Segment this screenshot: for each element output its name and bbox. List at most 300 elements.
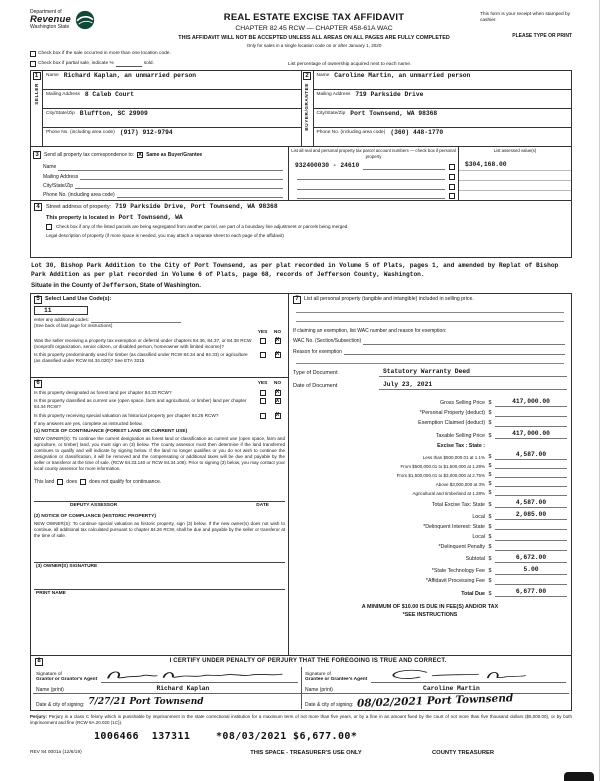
blank-line [296, 313, 564, 322]
treasurer-space-label: THIS SPACE - TREASURER'S USE ONLY [250, 749, 362, 756]
partial-sale-blank [116, 66, 142, 67]
assessed-value-column [459, 147, 571, 200]
question-text: Is this property predominantly used for timber (as classified under RCW 84.34 and 84.33) or agriculture (as classified under RCW 84.34.020)? See ETA 3215 [34, 352, 248, 364]
correspondence-header [33, 148, 286, 162]
buyer-side-strip [302, 71, 314, 146]
signature-section [31, 656, 571, 710]
tax-line-value [495, 489, 567, 496]
tax-line-label: Agricultural and timberland at 1.28% [412, 490, 485, 496]
correspondence-phone-label: Phone No. (including area code) [43, 192, 115, 199]
form-chapter: CHAPTER 82.45 RCW — CHAPTER 458-61A WAC [235, 24, 393, 32]
seller-fields [43, 71, 301, 146]
assessed-value-header: List assessed value(s) [493, 148, 537, 154]
multi-location-label: Check box if the sale occurred in more than one location code. [38, 51, 171, 57]
personal-property-header [293, 296, 567, 304]
seller-csz-value: Bluffton, SC 29909 [79, 110, 148, 118]
print-name-label: PRINT NAME [36, 590, 66, 596]
located-in-row [34, 214, 568, 222]
question-text: Is this property designated as forest land per chapter 84.33 RCW? [34, 390, 172, 396]
tax-line-label: *State Technology Fee [431, 568, 485, 575]
seller-csz-row [43, 109, 301, 128]
receipt-note-block [480, 10, 572, 39]
tax-line-delinquent-penalty [293, 544, 567, 551]
segregated-checkbox [46, 224, 52, 230]
date-of-document-value: July 23, 2021 [379, 381, 567, 390]
land-does-not-checkbox [80, 479, 86, 485]
dollar-sign: $ [488, 513, 492, 520]
parcel-row [289, 191, 458, 201]
tax-line-delinquent-interest-local [293, 534, 567, 541]
section-3-tax-correspondence [31, 147, 571, 201]
legal-description-label: Legal description of property (if more space is needed, you may attach a separate sheet to each page of the affidavit) [46, 232, 284, 238]
blank-field [58, 165, 283, 171]
buyer-csz-row [314, 109, 572, 128]
grantor-signature-label [36, 672, 97, 684]
correspondence-mailing-label: Mailing Address [43, 173, 79, 180]
dollar-sign: $ [488, 556, 492, 563]
tax-line-label: *Affidavit Processing Fee [425, 578, 485, 585]
notice-2-title: (2) NOTICE OF COMPLIANCE (HISTORIC PROPERTY) [34, 514, 156, 519]
correspondence-phone-row [33, 190, 286, 199]
form-header [30, 10, 572, 48]
tax-line-label: Taxable Selling Price [435, 432, 485, 439]
s5-q1-no-checkbox [275, 338, 281, 344]
blank-field [75, 183, 283, 189]
certify-statement: I CERTIFY UNDER PENALTY OF PERJURY THAT THE FOREGOING IS TRUE AND CORRECT. [169, 658, 447, 665]
same-as-buyer-checkbox [137, 152, 143, 158]
assessed-value-row [459, 181, 571, 191]
logo-revenue-line: Revenue [30, 14, 72, 26]
grantee-signature-cell [301, 667, 569, 684]
question-row-s6-3 [34, 413, 285, 419]
partial-sale-checkbox [30, 61, 36, 67]
s6-q3-no-checkbox [275, 413, 281, 419]
tax-line-tier-1 [293, 451, 567, 460]
tax-line-label: Above $3,000,000 at 3% [435, 481, 485, 487]
street-address-label: Street address of property: [46, 204, 112, 211]
buyer-name-label: Name [316, 73, 330, 79]
tax-line-tier-5 [293, 489, 567, 496]
grantor-name-cell [33, 684, 301, 694]
receipt-note: This form is your receipt when stamped by cashier. [480, 12, 571, 23]
dollar-sign: $ [488, 480, 492, 487]
county-treasurer-label: COUNTY TREASURER [432, 749, 495, 756]
assessed-value-row [459, 171, 571, 181]
seller-mailing-value: 8 Caleb Court [84, 91, 134, 99]
date-of-document-row [293, 381, 567, 390]
dor-seal-icon [75, 10, 95, 30]
buyer-name-value: Caroline Martin, an unmarried person [334, 72, 471, 80]
parcel-number-value: 932400030 - 24610 [295, 162, 360, 170]
land-use-code-box [34, 306, 88, 315]
continuance-does: does [66, 478, 78, 485]
dollar-sign: $ [488, 568, 492, 575]
grantor-signature [101, 668, 298, 683]
section-2-number: 2 [303, 72, 311, 80]
tax-line-value: 2,085.00 [495, 511, 567, 520]
s5-q2-yes-checkbox [260, 352, 266, 358]
tax-line-value [495, 578, 567, 585]
blank-field [297, 193, 445, 199]
date-city-row [33, 694, 569, 709]
street-address-row [34, 203, 568, 211]
logo-state-line: Washington State [30, 24, 70, 31]
date-city-label: Date & city of signing: [305, 701, 354, 708]
s6-q3-yes-checkbox [260, 413, 266, 419]
parcel-header: List all real and personal property tax parcel account numbers — check box if personal property [291, 148, 456, 159]
tax-line-label: Local [472, 513, 485, 520]
tax-line-value: 5.00 [495, 566, 567, 575]
minimum-fee-note [293, 604, 567, 619]
tax-line-local [293, 511, 567, 520]
situate-line [31, 282, 571, 290]
tax-line-exemption-claimed [293, 420, 567, 427]
buyer-phone-label: Phone No. (including area code) [316, 130, 386, 136]
blank-field [363, 164, 445, 170]
multi-location-check-row [30, 51, 180, 57]
dollar-sign: $ [488, 400, 492, 407]
situate-pre: Situate in the County of [31, 282, 101, 290]
dollar-sign: $ [488, 590, 492, 597]
buyer-phone-row [314, 128, 572, 146]
tax-line-label: Less than $500,000.01 at 1.1% [422, 454, 485, 460]
grantee-agent-label: Grantee or Grantee's Agent [305, 677, 368, 683]
type-of-document-value: Statutory Warranty Deed [379, 368, 567, 377]
buyer-box [301, 71, 572, 146]
s6-q1-no-checkbox [275, 390, 281, 396]
yes-column-label: YES [257, 381, 268, 387]
date-city-label: Date & city of signing: [36, 701, 85, 708]
owner-signature-label: (3) OWNER(S) SIGNATURE [36, 563, 98, 569]
grantee-signature-label [305, 672, 367, 684]
exemption-header: If claiming an exemption, list WAC number and reason for exemption: [293, 328, 447, 335]
deputy-assessor-row [34, 501, 285, 509]
dollar-sign: $ [488, 453, 492, 460]
dollar-sign: $ [488, 462, 492, 469]
section-6-number: 6 [34, 380, 42, 388]
lower-form-box [30, 293, 572, 711]
buyer-mailing-value: 719 Parkside Drive [355, 91, 424, 99]
correspondence-csz-row [33, 181, 286, 190]
grantor-signature-cell [33, 667, 301, 684]
tax-line-value [495, 544, 567, 551]
upper-form-box [30, 70, 572, 258]
yes-column-label: YES [257, 329, 268, 335]
seller-box [31, 71, 301, 146]
answer-checkboxes [255, 338, 285, 350]
buyer-csz-value: Port Townsend, WA 98368 [350, 110, 438, 118]
partial-sale-label: Check box if partial sale, indicate % [38, 61, 114, 67]
seller-side-strip [31, 71, 43, 146]
grantor-agent-label: Grantor or Grantor's Agent [36, 677, 98, 683]
correspondence-name-label: Name [43, 164, 57, 171]
situate-post: , State of Washington. [136, 282, 201, 290]
seller-name-label: Name [46, 73, 59, 79]
dollar-sign: $ [488, 501, 492, 508]
section-6-designations [31, 378, 288, 655]
personal-property-checkbox [449, 174, 455, 180]
tax-line-value [495, 480, 567, 487]
assessed-value-row [459, 191, 571, 200]
personal-property-checkbox [449, 164, 455, 170]
question-row-s5-2 [34, 352, 285, 364]
personal-property-label: List all personal property (tangible and intangible) included in selling price. [304, 296, 474, 303]
cashier-stamp: 1006466 137311 *08/03/2021 $6,677.00* [94, 731, 358, 743]
dor-logo [30, 10, 148, 30]
tax-line-label: Exemption Claimed (deduct) [418, 420, 485, 427]
parcel-row [289, 161, 458, 171]
grantor-date-cell [33, 694, 301, 709]
type-of-document-row [293, 368, 567, 377]
signature-row [33, 667, 569, 684]
grantee-name-cell [301, 684, 569, 694]
partial-sale-check-row [30, 61, 154, 67]
type-of-document-label: Type of Document [293, 369, 338, 376]
question-row-s5-1 [34, 338, 285, 350]
tax-line-value: 4,587.00 [495, 499, 567, 508]
minimum-fee-text: A MINIMUM OF $10.00 IS DUE IN FEE(S) AND/OR TAX [361, 604, 499, 611]
s5-q2-no-checkbox [275, 352, 281, 358]
parties-row [31, 71, 571, 147]
land-use-title: Select Land Use Code(s): [45, 296, 112, 303]
seller-mailing-row [43, 90, 301, 109]
dollar-sign: $ [488, 489, 492, 496]
blank-line [296, 355, 564, 364]
correspondence-column [31, 147, 289, 200]
section-7-number: 7 [293, 296, 301, 304]
dollar-sign: $ [488, 432, 492, 439]
tax-line-value: 6,672.00 [495, 554, 567, 563]
same-as-buyer-label: Same as Buyer/Grantee [146, 152, 203, 159]
tax-line-tier-4 [293, 480, 567, 487]
land-use-code-value: 11 [44, 306, 52, 314]
segregated-note: Check box if any of the listed parcels are being segregated from another parcel, are part of a boundary line adjustment or parcels being merged. [56, 224, 349, 230]
grantor-date-city-value: 7/27/21 Port Townsend [88, 696, 204, 707]
notice-1-title: (1) NOTICE OF CONTINUANCE (FOREST LAND OR CURRENT USE) [34, 429, 188, 435]
buyer-phone-value: (360) 448-1770 [390, 129, 444, 137]
blank-line [296, 304, 564, 313]
dollar-sign: $ [488, 410, 492, 417]
buyer-name-row [314, 71, 572, 90]
tax-line-technology-fee [293, 566, 567, 575]
type-or-print-note: PLEASE TYPE OR PRINT [512, 32, 572, 39]
buyer-fields [314, 71, 572, 146]
tax-line-value: 417,000.00 [495, 398, 567, 407]
tax-line-label: Total Due [461, 590, 485, 597]
yes-no-header-s5 [34, 330, 285, 336]
section-4-number: 4 [34, 203, 42, 211]
title-block [148, 10, 480, 48]
correspondence-csz-label: City/State/Zip [43, 182, 74, 189]
answer-checkboxes [255, 352, 285, 364]
answer-checkboxes [255, 413, 285, 419]
tax-line-delinquent-interest-state [293, 523, 567, 530]
tax-line-personal-property [293, 410, 567, 417]
street-address-value: 719 Parkside Drive, Port Townsend, WA 98368 [115, 203, 278, 211]
s5-q1-yes-checkbox [260, 338, 266, 344]
answer-checkboxes [255, 398, 285, 410]
land-use-header [34, 296, 285, 304]
perjury-text: Perjury is a class C felony which is punishable by imprisonment in the state correctional institution for a maximum term of not more than five years, or by a fine in an amount fixed by the court of not more than five thousand dollars ($5,000.00), or by both imprisonment and fine (RCW 9A.20.020 (1C)). [30, 714, 572, 726]
tax-line-subtotal [293, 554, 567, 563]
parcel-row [289, 171, 458, 181]
section-6-header [34, 380, 285, 388]
buyer-mailing-label: Mailing Address [316, 92, 351, 98]
tax-line-label: From $500,000.01 to $1,500,000 at 1.28% [400, 463, 485, 469]
columns-area [31, 294, 571, 656]
answer-checkboxes [255, 390, 285, 396]
tax-line-label: From $1,500,000.01 to $3,000,000 at 2.75% [396, 472, 485, 478]
ownership-note: List percentage of ownership acquired next to each name. [288, 62, 412, 68]
tax-line-value [495, 534, 567, 541]
form-revision-number: REV 84 0001a (12/6/19) [30, 750, 82, 756]
if-yes-note: If any answers are yes, complete as instructed below. [34, 420, 143, 426]
grantee-date-city-value: 08/02/2021 Port Townsend [357, 692, 514, 710]
tax-line-total-due [293, 588, 567, 597]
correspondence-name-row [33, 162, 286, 171]
tax-line-label: Excise Tax : State : [437, 442, 485, 449]
tax-line-value [495, 471, 567, 478]
dollar-sign: $ [488, 578, 492, 585]
question-text: Is this property receiving special valuation as historical property per chapter 84.26 RCW? [34, 412, 219, 418]
buyer-side-label: BUYER/GRANTEE [304, 83, 310, 131]
tax-line-label: *Delinquent Penalty [438, 544, 485, 551]
name-print-label: Name (print) [305, 686, 333, 693]
send-correspondence-label: Send all property tax correspondence to: [44, 152, 135, 159]
section-5-number: 5 [34, 296, 42, 304]
section-1-number: 1 [33, 72, 41, 80]
owner-signature-line [34, 552, 285, 563]
signature-of-label: Signature of [36, 671, 62, 677]
date-label: DATE [256, 503, 269, 509]
tax-line-value [495, 420, 567, 427]
additional-codes-label: enter any additional codes: [34, 317, 89, 323]
buyer-mailing-row [314, 90, 572, 109]
grantee-date-cell [301, 694, 569, 709]
segregated-row [34, 224, 568, 230]
date-of-document-label: Date of Document [293, 382, 338, 389]
s6-q2-no-checkbox [275, 398, 281, 404]
seller-phone-row [43, 128, 301, 146]
multi-location-checkbox [30, 51, 36, 57]
scan-corner-artifact [564, 772, 594, 781]
no-column-label: NO [273, 381, 282, 387]
situate-county: Jefferson [102, 282, 137, 290]
assessed-value: $304,168.00 [465, 161, 507, 169]
tax-line-value [495, 523, 567, 530]
tax-line-value [495, 410, 567, 417]
seller-phone-value: (917) 912-9794 [119, 129, 173, 137]
seller-mailing-label: Mailing Address [46, 92, 80, 98]
form-title: REAL ESTATE EXCISE TAX AFFIDAVIT [223, 12, 405, 23]
tax-line-tier-2 [293, 462, 567, 469]
deputy-assessor-label: DEPUTY ASSESSOR [70, 503, 118, 509]
land-does-checkbox [57, 479, 63, 485]
question-text: Is this property classified as current use (open space, farm and agricultural, or timber) land per chapter 84.34 RCW? [34, 398, 247, 410]
dor-logo-text [30, 10, 71, 30]
tax-line-label: Local [472, 534, 485, 541]
tax-line-excise-header [293, 442, 567, 449]
notice-2-body: NEW OWNER(S): To continue special valuation as historic property, sign (3) below. If the new owner(s) does not wish to continue, all additional tax calculated pursuant to chapter 84.26 RCW, shall be due and payable by the seller or transferor at the time of sale. [34, 520, 285, 538]
partial-sale-label-suffix: sold. [143, 61, 154, 67]
tax-line-value [495, 442, 567, 449]
notice-1-body: NEW OWNER(S): To continue the current designation as forest land or classification as current use (open space, farm and agriculture, or timber) land, you must sign on (3) below. The county assessor must then determine if the land transferred continues to qualify and will indicate by signing below. If the land no longer qualifies or you do not wish to continue the designation or classification, it will be removed and the compensating or additional taxes will be due and payable by the seller or transferor at the time of sale. (RCW 84.33.140 or RCW 84.34.108). Prior to signing (3) below, you may contact your local county assessor for more information. [34, 436, 285, 471]
question-row-s6-2 [34, 398, 285, 410]
perjury-statement [30, 714, 572, 726]
buyer-csz-label: City/State/Zip [316, 111, 346, 117]
personal-property-checkbox [449, 184, 455, 190]
blank-field [363, 339, 565, 345]
blank-field [80, 174, 283, 180]
tax-line-total-state [293, 499, 567, 508]
blank-field [297, 174, 445, 180]
continuance-does-not: does not qualify for continuance. [89, 478, 162, 485]
correspondence-mailing-row [33, 172, 286, 181]
continuance-pre: This land [34, 478, 55, 485]
question-text: Was the seller receiving a property tax exemption or deferral under chapters 84.36, 84.37, or 84.38 RCW (nonprofit organization, senior citizen, or disabled person, homeowner with limited income)? [34, 337, 252, 349]
section-5-land-use [31, 294, 288, 378]
located-in-value: Port Townsend, WA [118, 213, 183, 221]
no-column-label: NO [273, 329, 282, 335]
dollar-sign: $ [488, 523, 492, 530]
seller-name-value: Richard Kaplan, an unmarried person [63, 72, 197, 80]
left-column [31, 294, 289, 655]
grantee-signature [371, 668, 566, 683]
top-checkboxes [30, 51, 572, 69]
see-instructions-text: *SEE INSTRUCTIONS [402, 611, 458, 618]
print-name-line [34, 579, 285, 590]
seller-phone-label: Phone No. (including area code) [46, 130, 115, 136]
wac-row [293, 338, 567, 344]
yes-no-header-s6 [255, 381, 285, 387]
tax-computation-rows [293, 395, 567, 598]
reason-label: Reason for exemption [293, 348, 342, 355]
section-7-tax-computation [289, 294, 571, 655]
tax-line-taxable [293, 430, 567, 439]
parcel-column [289, 147, 459, 200]
seller-name-row [43, 71, 301, 90]
tax-line-value [495, 462, 567, 469]
s6-q1-yes-checkbox [260, 390, 266, 396]
see-back-note: (See back of last page for instructions) [34, 323, 113, 329]
logo-dept-line: Department of [30, 9, 62, 15]
signature-of-label: Signature of [305, 671, 331, 677]
tax-line-label: Gross Selling Price [439, 400, 485, 407]
legal-description-label-row [34, 233, 568, 239]
personal-property-checkbox [449, 193, 455, 199]
wac-label: WAC No. (Section/Subsection) [293, 338, 362, 345]
tax-line-label: *Personal Property (deduct) [419, 410, 485, 417]
section-3-number: 3 [33, 151, 41, 159]
form-warning: THIS AFFIDAVIT WILL NOT BE ACCEPTED UNLESS ALL AREAS ON ALL PAGES ARE FULLY COMPLETED [178, 34, 450, 41]
assessed-value-row [459, 161, 571, 171]
grantor-printed-name: Richard Kaplan [156, 685, 210, 693]
grantee-printed-name: Caroline Martin [423, 685, 480, 693]
section-4-property-address [31, 201, 571, 257]
legal-description-text: Lot 30, Bishop Park Addition to the City of Port Townsend, as per plat recorded in Volume 5 of Plats, pages 1, and amended by Replat of Bishop Park Addition as per plat recorded in Volume 6 of Plats, page 68, records of Jefferson County, Washington. [31, 262, 559, 279]
tax-line-label: Subtotal [465, 556, 485, 563]
dollar-sign: $ [488, 420, 492, 427]
tax-line-value: 4,587.00 [495, 451, 567, 460]
tax-line-tier-3 [293, 471, 567, 478]
located-in-label: This property is located in [46, 214, 115, 221]
seller-csz-label: City/State/Zip [46, 111, 75, 117]
page-footer [30, 750, 572, 757]
single-location-note: Only for sales in a single location code on or after January 1, 2020 [246, 42, 382, 48]
tax-line-affidavit-fee [293, 578, 567, 585]
tax-line-gross [293, 398, 567, 407]
name-print-label: Name (print) [36, 686, 64, 693]
